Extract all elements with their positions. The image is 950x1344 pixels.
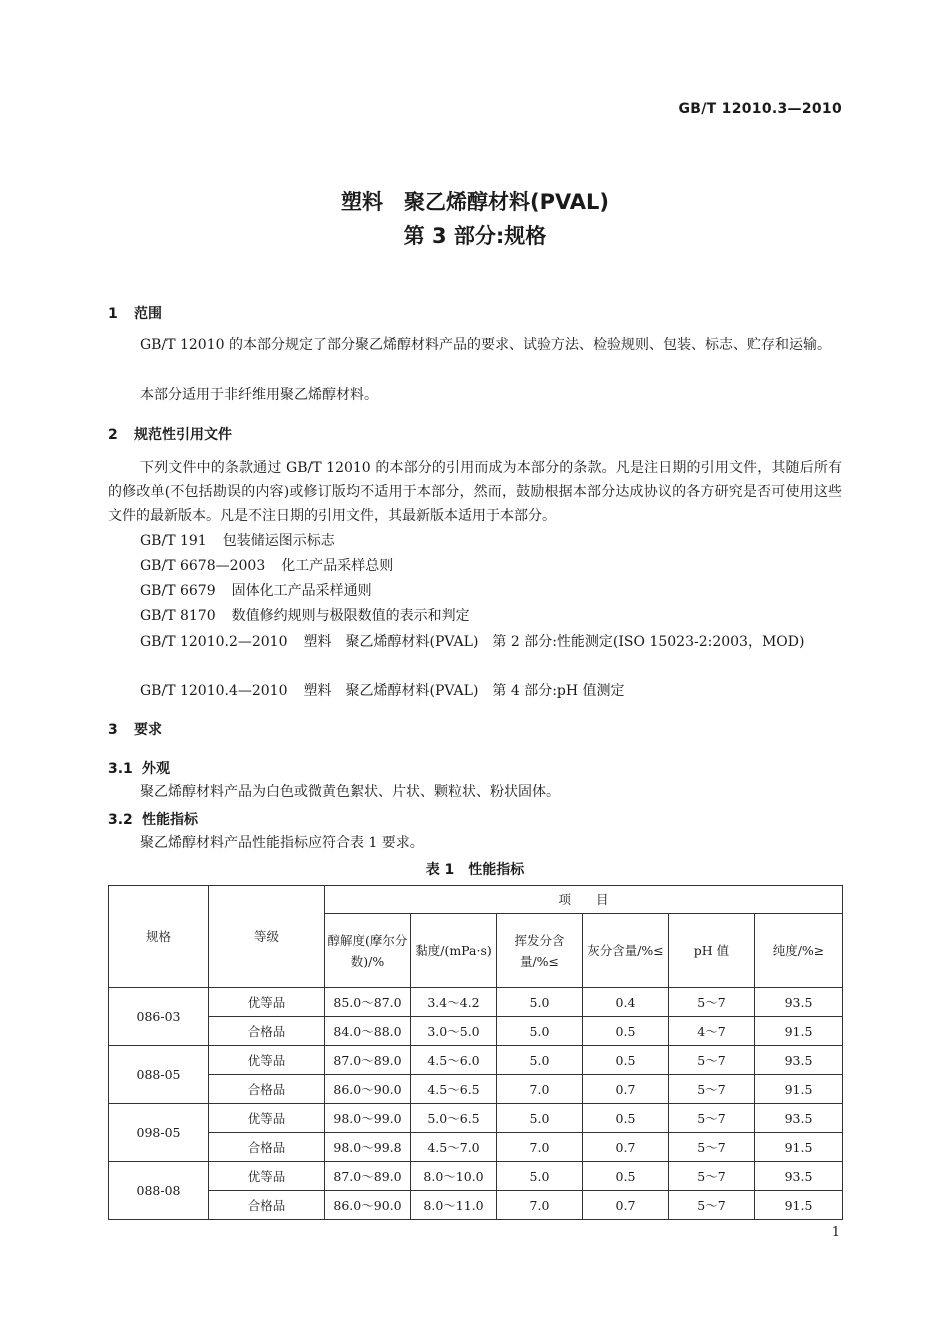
reference-name: 塑料 聚乙烯醇材料(PVAL) 第 2 部分:性能测定(ISO 15023-2:2003，MOD) — [303, 634, 805, 650]
section-1-heading — [108, 303, 162, 323]
document-title-line1: 塑料 聚乙烯醇材料(PVAL) — [340, 190, 610, 214]
table-caption: 表 1 性能指标 — [425, 862, 525, 878]
table-row — [109, 1017, 843, 1046]
section-2-heading — [108, 424, 232, 444]
cell-grade: 合格品 — [209, 1191, 325, 1220]
reference-code: GB/T 191 — [140, 533, 207, 549]
cell-pur: 91.5 — [755, 1075, 843, 1104]
cell-vol: 5.0 — [497, 1017, 583, 1046]
section-3-1-heading — [108, 758, 170, 778]
reference-name: 塑料 聚乙烯醇材料(PVAL) 第 4 部分:pH 值测定 — [303, 683, 625, 699]
table-row — [109, 1046, 843, 1075]
cell-visc: 3.0～5.0 — [411, 1017, 497, 1046]
reference-name: 数值修约规则与极限数值的表示和判定 — [231, 608, 470, 624]
section-3-2-heading — [108, 809, 198, 829]
cell-visc: 4.5～6.5 — [411, 1075, 497, 1104]
standard-number: GB/T 12010.3—2010 — [678, 101, 842, 117]
reference-item — [140, 580, 372, 600]
reference-code: GB/T 6678—2003 — [140, 558, 266, 574]
cell-grade: 合格品 — [209, 1075, 325, 1104]
section-number: 3 — [108, 722, 118, 738]
reference-item — [108, 630, 842, 654]
header-alcoholysis: 醇解度(摩尔分数)/% — [325, 914, 411, 988]
cell-ash: 0.5 — [583, 1017, 669, 1046]
cell-ph: 5～7 — [669, 988, 755, 1017]
cell-visc: 5.0～6.5 — [411, 1104, 497, 1133]
cell-ash: 0.5 — [583, 1162, 669, 1191]
cell-pur: 91.5 — [755, 1133, 843, 1162]
reference-name: 固体化工产品采样通则 — [231, 583, 372, 599]
header-ph: pH 值 — [669, 914, 755, 988]
header-grade: 等级 — [209, 886, 325, 988]
cell-visc: 8.0～10.0 — [411, 1162, 497, 1191]
cell-grade: 优等品 — [209, 1104, 325, 1133]
cell-visc: 3.4～4.2 — [411, 988, 497, 1017]
section-2-paragraph: 下列文件中的条款通过 GB/T 12010 的本部分的引用而成为本部分的条款。凡是注日期的引用文件，其随后所有的修改单(不包括勘误的内容)或修订版均不适用于本部分，然而，鼓励根据本部分达成协议的各方研究是否可使用这些文件的最新版本。凡是不注日期的引用文件，其最新版本适用于本部分。 — [108, 460, 842, 524]
section-3-2-paragraph: 聚乙烯醇材料产品性能指标应符合表 1 要求。 — [140, 835, 424, 851]
cell-ph: 5～7 — [669, 1075, 755, 1104]
cell-pur: 91.5 — [755, 1017, 843, 1046]
cell-ash: 0.7 — [583, 1133, 669, 1162]
cell-pur: 93.5 — [755, 988, 843, 1017]
table-row — [109, 1162, 843, 1191]
reference-code: GB/T 6679 — [140, 583, 216, 599]
cell-ash: 0.4 — [583, 988, 669, 1017]
cell-ph: 5～7 — [669, 1191, 755, 1220]
section-1-paragraph-2: 本部分适用于非纤维用聚乙烯醇材料。 — [140, 387, 378, 403]
cell-vol: 5.0 — [497, 988, 583, 1017]
cell-visc: 4.5～6.0 — [411, 1046, 497, 1075]
cell-ash: 0.5 — [583, 1104, 669, 1133]
header-volatile: 挥发分含量/%≤ — [497, 914, 583, 988]
section-1-paragraph-1: GB/T 12010 的本部分规定了部分聚乙烯醇材料产品的要求、试验方法、检验规则、包装、标志、贮存和运输。 — [140, 337, 831, 353]
cell-alc: 98.0～99.0 — [325, 1104, 411, 1133]
reference-item — [140, 680, 625, 700]
section-3-1-paragraph: 聚乙烯醇材料产品为白色或微黄色絮状、片状、颗粒状、粉状固体。 — [140, 784, 560, 800]
reference-code: GB/T 12010.2—2010 — [140, 634, 288, 650]
section-number: 2 — [108, 427, 118, 443]
table-row — [109, 1191, 843, 1220]
performance-table — [108, 885, 843, 1220]
section-3-heading — [108, 719, 162, 739]
header-items: 项 目 — [325, 886, 843, 914]
cell-ph: 5～7 — [669, 1046, 755, 1075]
cell-spec: 088-05 — [109, 1046, 209, 1104]
reference-item — [140, 530, 335, 550]
cell-grade: 合格品 — [209, 1133, 325, 1162]
header-spec: 规格 — [109, 886, 209, 988]
cell-vol: 5.0 — [497, 1104, 583, 1133]
cell-alc: 87.0～89.0 — [325, 1162, 411, 1191]
cell-grade: 优等品 — [209, 988, 325, 1017]
cell-ph: 5～7 — [669, 1104, 755, 1133]
table-row — [109, 1133, 843, 1162]
cell-visc: 8.0～11.0 — [411, 1191, 497, 1220]
cell-ph: 4～7 — [669, 1017, 755, 1046]
header-viscosity: 黏度/(mPa·s) — [411, 914, 497, 988]
section-title: 性能指标 — [142, 812, 198, 828]
cell-vol: 7.0 — [497, 1191, 583, 1220]
cell-alc: 86.0～90.0 — [325, 1075, 411, 1104]
section-title: 规范性引用文件 — [134, 427, 232, 443]
cell-ph: 5～7 — [669, 1133, 755, 1162]
cell-grade: 合格品 — [209, 1017, 325, 1046]
cell-spec: 086-03 — [109, 988, 209, 1046]
section-title: 范围 — [134, 306, 162, 322]
cell-pur: 91.5 — [755, 1191, 843, 1220]
table-row — [109, 1104, 843, 1133]
section-number: 3.2 — [108, 812, 133, 828]
table-row — [109, 1075, 843, 1104]
page-number: 1 — [831, 1225, 840, 1240]
cell-ash: 0.5 — [583, 1046, 669, 1075]
cell-vol: 5.0 — [497, 1162, 583, 1191]
cell-ash: 0.7 — [583, 1075, 669, 1104]
reference-item — [140, 605, 470, 625]
header-purity: 纯度/%≥ — [755, 914, 843, 988]
cell-grade: 优等品 — [209, 1162, 325, 1191]
cell-alc: 87.0～89.0 — [325, 1046, 411, 1075]
section-title: 要求 — [134, 722, 162, 738]
document-title-line2: 第 3 部分:规格 — [403, 224, 547, 248]
table-row — [109, 988, 843, 1017]
cell-ph: 5～7 — [669, 1162, 755, 1191]
cell-alc: 86.0～90.0 — [325, 1191, 411, 1220]
cell-alc: 84.0～88.0 — [325, 1017, 411, 1046]
cell-visc: 4.5～7.0 — [411, 1133, 497, 1162]
cell-pur: 93.5 — [755, 1162, 843, 1191]
cell-vol: 7.0 — [497, 1075, 583, 1104]
reference-item — [140, 555, 393, 575]
reference-code: GB/T 8170 — [140, 608, 216, 624]
cell-vol: 7.0 — [497, 1133, 583, 1162]
header-ash: 灰分含量/%≤ — [583, 914, 669, 988]
cell-ash: 0.7 — [583, 1191, 669, 1220]
cell-pur: 93.5 — [755, 1104, 843, 1133]
reference-name: 包装储运图示标志 — [222, 533, 335, 549]
cell-pur: 93.5 — [755, 1046, 843, 1075]
cell-alc: 98.0～99.8 — [325, 1133, 411, 1162]
cell-grade: 优等品 — [209, 1046, 325, 1075]
section-number: 3.1 — [108, 761, 133, 777]
cell-alc: 85.0～87.0 — [325, 988, 411, 1017]
cell-spec: 088-08 — [109, 1162, 209, 1220]
section-title: 外观 — [142, 761, 170, 777]
cell-vol: 5.0 — [497, 1046, 583, 1075]
cell-spec: 098-05 — [109, 1104, 209, 1162]
reference-name: 化工产品采样总则 — [281, 558, 394, 574]
section-number: 1 — [108, 306, 118, 322]
reference-code: GB/T 12010.4—2010 — [140, 683, 288, 699]
